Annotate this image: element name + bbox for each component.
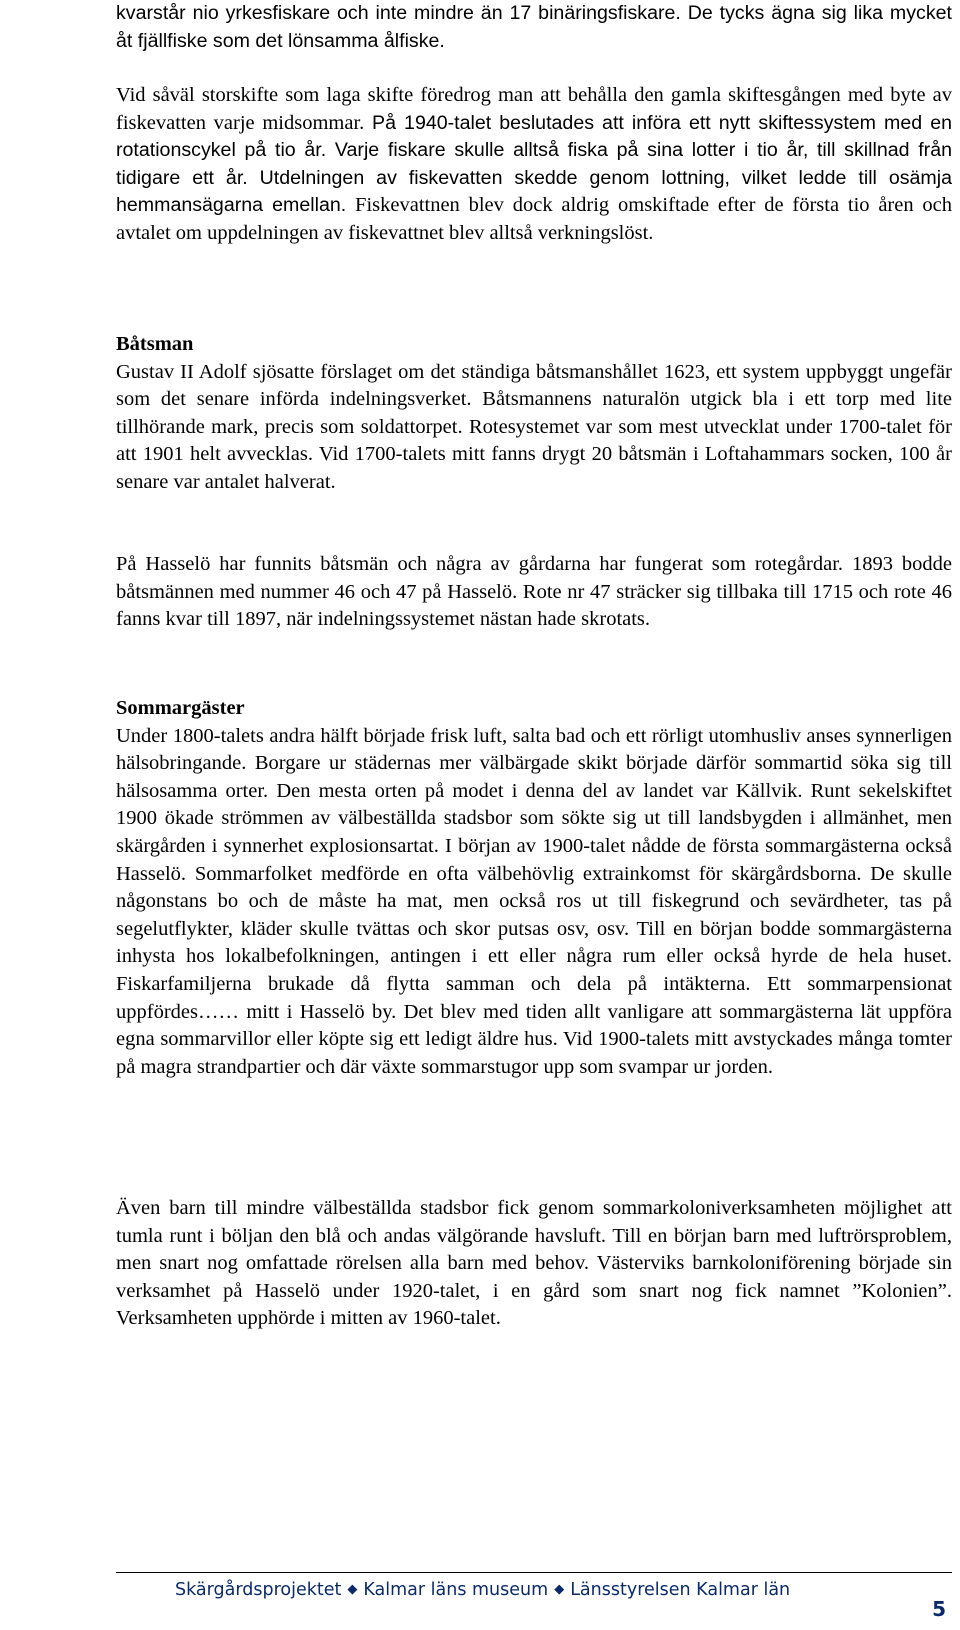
batsman-heading: Båtsman xyxy=(116,333,194,355)
batsman-section xyxy=(116,331,952,497)
footer-diamond-icon: ◆ xyxy=(347,1582,358,1597)
batsman-text: Gustav II Adolf sjösatte förslaget om det ständiga båtsmanshållet 1623, ett system uppbyggt ungefär som det senare införda indelningsverket. Båtsmannens naturalön utgick bla i ett torp med lite tillhörande mark, precis som soldattorpet. Rotesystemet var som mest utvecklat under 1700-talet för att 1901 helt avvecklas. Vid 1700-talets mitt fanns drygt 20 båtsmän i Loftahammars socken, 100 år senare var antalet halverat. xyxy=(116,360,952,493)
skifte-text-a: Vid såväl storskifte som laga skifte föredrog man att behålla den gamla skiftesgången med byte av fiskevatten varje midsommar. xyxy=(116,84,952,134)
barn-text: Även barn till mindre välbeställda stadsbor fick genom sommarkoloniverksamheten möjlighet att tumla runt i böljan den blå och andas välgörande havsluft. Till en början barn med luftrörsproblem, men snart nog omfattade rörelsen alla barn med behov. Västerviks barnkoloniförening började sin verksamhet på Hasselö under 1920-talet, i en gård som snart nog fick namnet ”Kolonien”. Verksamheten upphörde i mitten av 1960-talet. xyxy=(116,1197,952,1330)
skifte-text-b: På 1940-talet beslutades att införa ett nytt skiftessystem med en rotationscykel på tio år. Varje fiskare skulle alltså fiska på sina lotter i tio år, till skillnad från tidigare ett år. Utdelningen av fiskevatten skedde genom lottning, vilket ledde till osämja hemmansägarna emellan. xyxy=(116,111,952,217)
footer-project: Skärgårdsprojektet xyxy=(175,1580,342,1600)
sommargaster-section xyxy=(116,695,952,1081)
footer-county: Länsstyrelsen Kalmar län xyxy=(570,1580,791,1600)
sommargaster-heading: Sommargäster xyxy=(116,697,245,719)
page-footer xyxy=(175,1580,790,1600)
skifte-paragraph xyxy=(116,82,952,248)
sommargaster-text: Under 1800-talets andra hälft började frisk luft, salta bad och ett rörligt utomhusliv anses synnerligen hälsobringande. Borgare ur städernas mer välbärgade skikt började därför sommartid söka sig till hälsosamma orter. Den mesta orten på modet i denna del av landet var Källvik. Runt sekelskiftet 1900 ökade strömmen av välbeställda stadsbor som sökte sig ut till landsbygden i allmänhet, men skärgården i synnerhet explosionsartat. I början av 1900-talet nådde de första sommargästerna också Hasselö. Sommarfolket medförde en ofta välbehövlig extrainkomst för skärgårdsborna. De skulle någonstans bo och de måste ha mat, men också ros ut till fiskegrund och sevärdheter, tas på segelutflykter, kläder skulle tvättas och skor putsas osv, osv. Till en början bodde sommargästerna inhysta hos lokalbefolkningen, antingen i ett eller några rum eller också hyrde de hela huset. Fiskarfamiljerna brukade då flytta samman och dela på intäkterna. Ett sommarpensionat uppfördes…… mitt i Hasselö by. Det blev med tiden allt vanligare att sommargästerna lät uppföra egna sommarvillor eller köpte sig ett ledigt äldre hus. Vid 1900-talets mitt avstyckades många tomter på magra strandpartier och där växte sommarstugor upp som svampar ur jorden. xyxy=(116,724,952,1078)
barn-paragraph xyxy=(116,1195,952,1333)
footer-divider xyxy=(116,1572,952,1573)
page-number: 5 xyxy=(932,1597,946,1621)
hasselo-text: På Hasselö har funnits båtsmän och några av gårdarna har fungerat som rotegårdar. 1893 bodde båtsmännen med nummer 46 och 47 på Hasselö. Rote nr 47 sträcker sig tillbaka till 1715 och rote 46 fanns kvar till 1897, när indelningssystemet nästan hade skrotats. xyxy=(116,553,952,631)
skifte-text-c: Fiskevattnen blev dock aldrig omskiftade efter de första tio åren och avtalet om uppdelningen av fiskevattnet blev alltså verkningslöst. xyxy=(116,194,953,244)
hasselo-paragraph xyxy=(116,551,952,634)
intro-text: kvarstår nio yrkesfiskare och inte mindre än 17 binäringsfiskare. De tycks ägna sig lika mycket åt fjällfiske som det lönsamma ålfiske. xyxy=(116,2,952,52)
footer-diamond-icon: ◆ xyxy=(554,1582,565,1597)
intro-paragraph xyxy=(116,0,952,55)
footer-museum: Kalmar läns museum xyxy=(363,1580,549,1600)
